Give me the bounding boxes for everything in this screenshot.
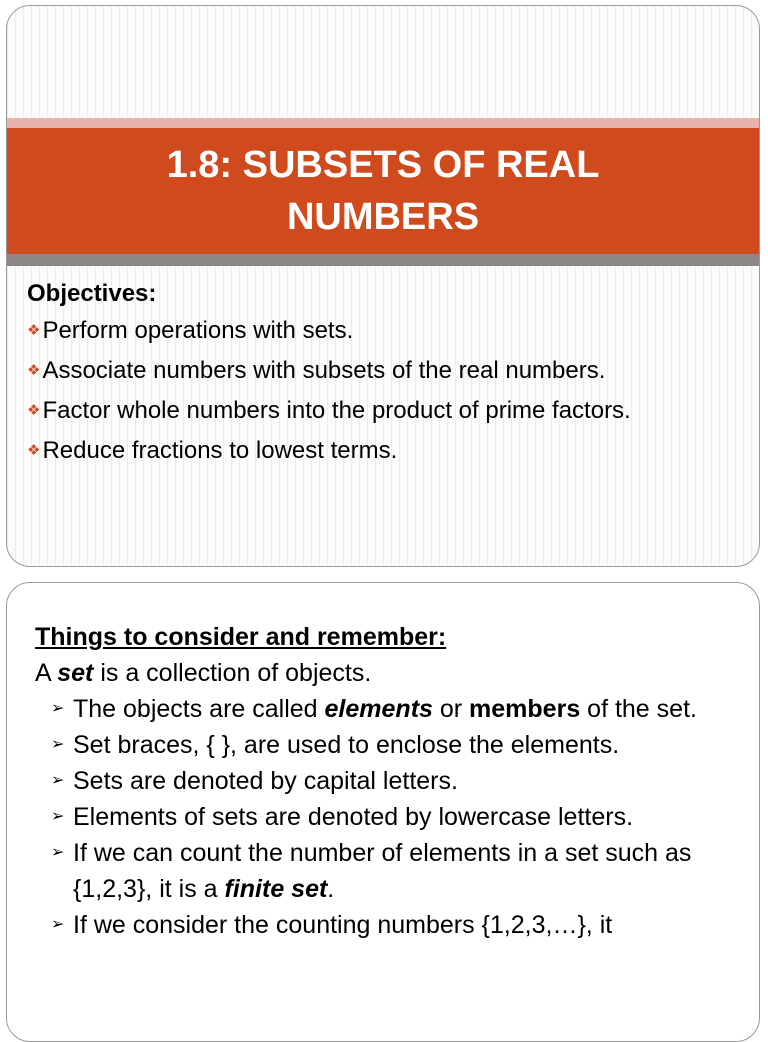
bullet-text: The objects are called <box>73 695 325 723</box>
bullet-text: . <box>327 875 335 903</box>
arrowhead-bullet-icon: ➢ <box>51 808 65 825</box>
slide-1 <box>6 5 760 567</box>
arrowhead-bullet-icon: ➢ <box>51 844 65 861</box>
list-item <box>35 835 745 907</box>
bullet-text: If we can count the number of elements in a set such as {1,2,3}, it is a <box>73 839 692 903</box>
slide-2 <box>6 582 760 1042</box>
list-item <box>35 799 745 835</box>
diamond-bullet-icon: ❖ <box>27 322 41 339</box>
term-elements: elements <box>324 695 433 723</box>
list-item <box>35 763 745 799</box>
arrowhead-bullet-icon: ➢ <box>51 916 65 933</box>
objectives-heading: Objectives: <box>27 280 157 307</box>
term-members: members <box>469 695 581 723</box>
list-item <box>35 691 745 727</box>
objective-text: Reduce fractions to lowest terms. <box>42 437 398 464</box>
bullet-list <box>35 691 745 943</box>
definition-text: is a collection of objects. <box>93 659 372 687</box>
bullet-text: or <box>432 695 470 723</box>
bullet-text: Sets are denoted by capital letters. <box>73 767 458 795</box>
objective-item <box>27 395 747 426</box>
arrowhead-bullet-icon: ➢ <box>51 736 65 753</box>
arrowhead-bullet-icon: ➢ <box>51 700 65 717</box>
definition-text: A <box>35 659 58 687</box>
slide-2-content <box>35 619 745 943</box>
set-definition <box>35 655 745 691</box>
slide-title: 1.8: SUBSETS OF REAL NUMBERS <box>166 144 600 238</box>
objective-item <box>27 435 747 466</box>
title-band-bottom-stripe <box>7 254 759 266</box>
diamond-bullet-icon: ❖ <box>27 402 41 419</box>
title-band-top-stripe <box>7 118 759 128</box>
list-item <box>35 907 745 943</box>
arrowhead-bullet-icon: ➢ <box>51 772 65 789</box>
list-item <box>35 727 745 763</box>
bullet-text: If we consider the counting numbers {1,2,3,…}, it <box>73 911 613 939</box>
section-heading: Things to consider and remember: <box>35 623 447 651</box>
term-finite-set: finite set <box>224 875 328 903</box>
objective-text: Factor whole numbers into the product of prime factors. <box>42 397 631 424</box>
term-set: set <box>57 659 94 687</box>
bullet-text: Elements of sets are denoted by lowercase letters. <box>73 803 634 831</box>
objective-text: Associate numbers with subsets of the real numbers. <box>42 357 606 384</box>
objective-item <box>27 315 747 346</box>
title-band <box>7 128 759 254</box>
bullet-text: of the set. <box>580 695 697 723</box>
diamond-bullet-icon: ❖ <box>27 362 41 379</box>
diamond-bullet-icon: ❖ <box>27 442 41 459</box>
objective-text: Perform operations with sets. <box>42 317 354 344</box>
bullet-text: Set braces, { }, are used to enclose the elements. <box>73 731 620 759</box>
objective-item <box>27 355 747 386</box>
objectives-section <box>27 278 747 475</box>
